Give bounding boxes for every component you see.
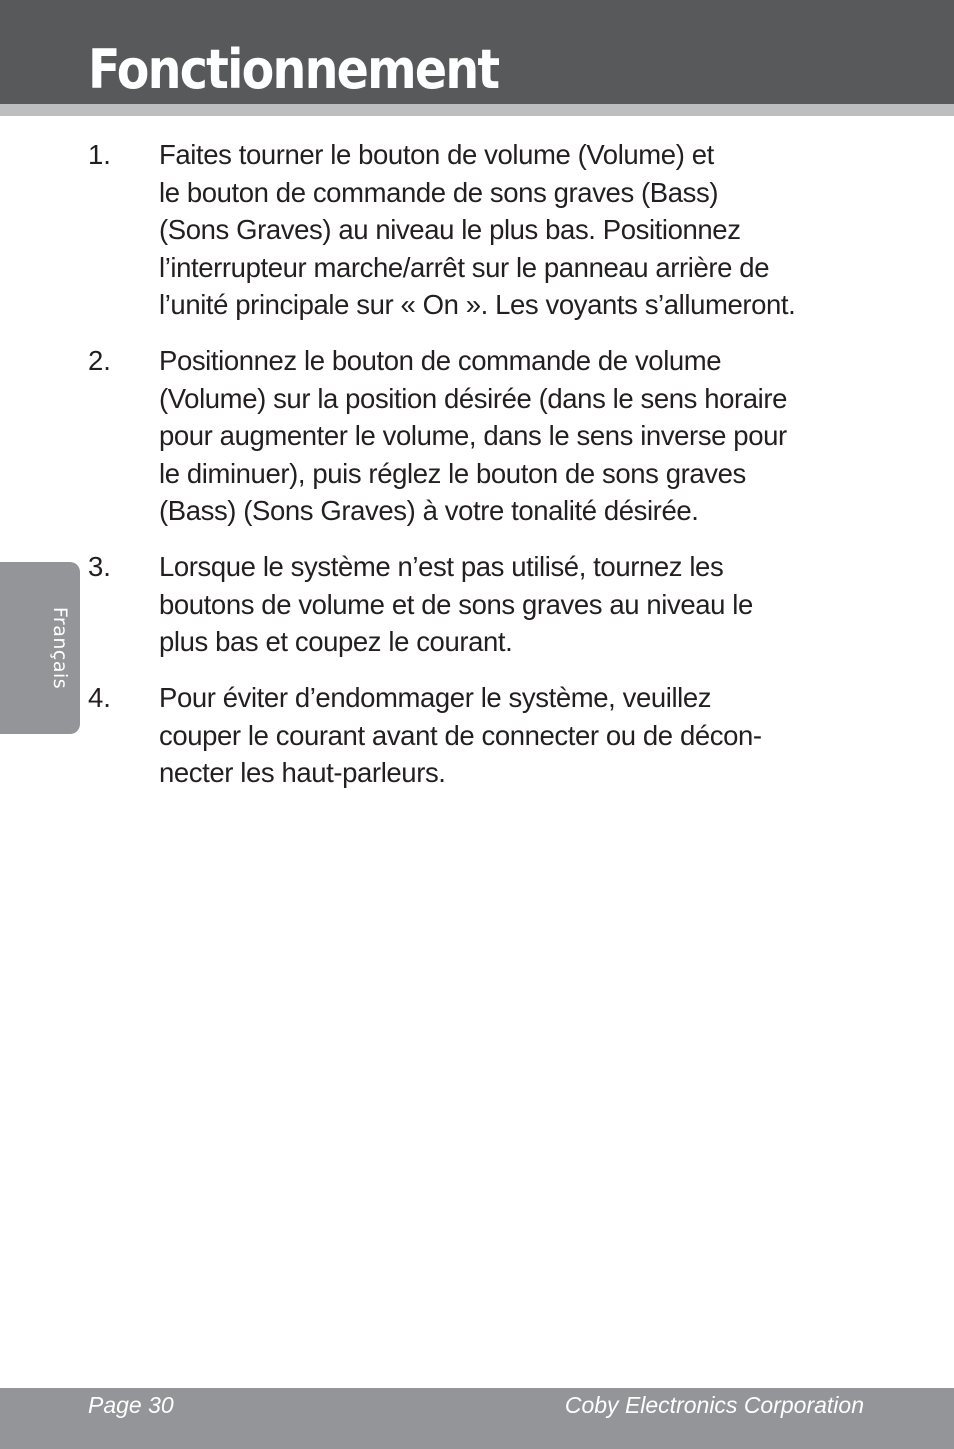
step-line: couper le courant avant de connecter ou de décon- — [159, 719, 762, 751]
step-text — [159, 548, 879, 661]
step-number: 1. — [88, 139, 111, 170]
step-line: (Sons Graves) au niveau le plus bas. Positionnez — [159, 214, 741, 245]
step-line: Positionnez le bouton de commande de volume — [159, 345, 722, 376]
step-line: necter les haut-parleurs. — [159, 757, 446, 788]
language-tab-label: Français — [49, 606, 71, 690]
step-number: 3. — [88, 551, 111, 582]
step-line: Pour éviter d’endommager le système, veuillez — [159, 682, 712, 713]
step-text — [159, 679, 879, 792]
step-text — [159, 136, 879, 324]
page-title: Fonctionnement — [88, 38, 499, 101]
step-line: pour augmenter le volume, dans le sens inverse pour — [159, 420, 787, 451]
page-number: Page 30 — [88, 1392, 174, 1418]
step-line: (Volume) sur la position désirée (dans le sens horaire — [159, 382, 788, 414]
step-line: Faites tourner le bouton de volume (Volume) et — [159, 139, 714, 170]
step-text — [159, 342, 879, 530]
step-number: 4. — [88, 682, 111, 713]
step-line: Lorsque le système n’est pas utilisé, tournez les — [159, 551, 724, 582]
step-line: (Bass) (Sons Graves) à votre tonalité désirée. — [159, 495, 699, 526]
step-line: plus bas et coupez le courant. — [159, 626, 513, 657]
step-number: 2. — [88, 345, 111, 376]
step-line: le bouton de commande de sons graves (Bass) — [159, 176, 719, 208]
step-line: l’interrupteur marche/arrêt sur le panneau arrière de — [159, 251, 770, 283]
step-line: boutons de volume et de sons graves au niveau le — [159, 588, 753, 620]
step-line: le diminuer), puis réglez le bouton de sons graves — [159, 457, 746, 489]
step-line: l’unité principale sur « On ». Les voyants s’allumeront. — [159, 289, 796, 320]
company-name: Coby Electronics Corporation — [564, 1392, 864, 1418]
